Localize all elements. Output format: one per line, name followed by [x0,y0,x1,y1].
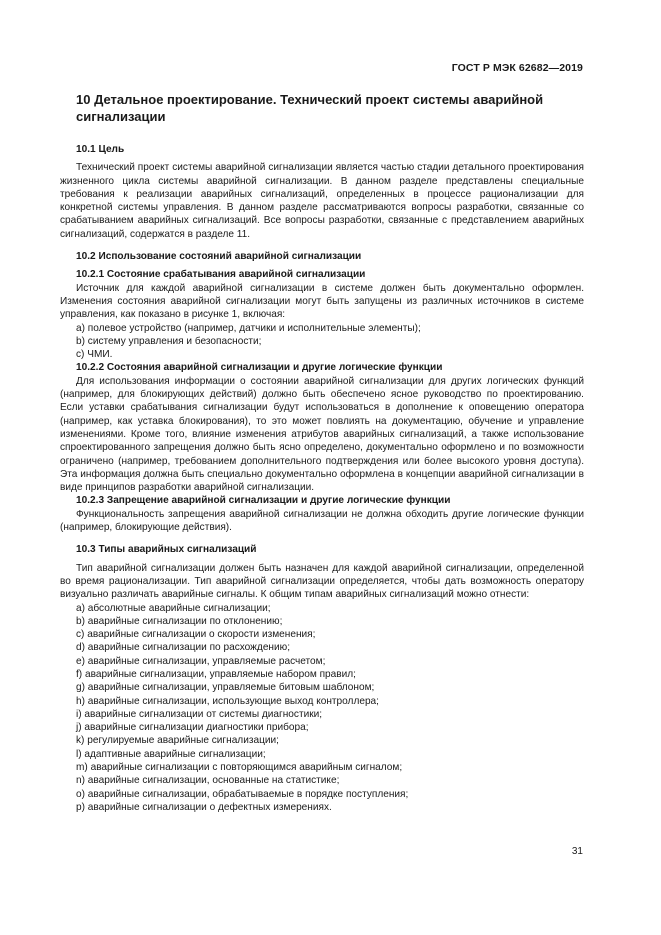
list-item: d) аварийные сигнализации по расхождению; [76,642,291,654]
list-10-2-1 [60,322,584,362]
section-title: 10 Детальное проектирование. Технический проект системы аварийной сигнализации [76,92,544,124]
heading-10-2-2: 10.2.2 Состояния аварийной сигнализации и другие логические функции [76,362,443,374]
page-content [60,91,584,814]
list-item: k) регулируемые аварийные сигнализации; [76,735,279,747]
paragraph-10-2-3: Функциональность запрещения аварийной сигнализации не должна обходить другие логические функции (например, блокирующие действия). [60,508,584,534]
list-item: c) аварийные сигнализации о скорости изменения; [76,629,316,641]
list-item: i) аварийные сигнализации от системы диагностики; [76,708,323,720]
paragraph-10-1: Технический проект системы аварийной сигнализации является частью стадии детального проектирования жизненного цикла системы аварийной сигнализации. В данном разделе представлены специальные требования к реализации аварийных сигнализаций, определенных в процессе рационализации для конкретной системы управления. В данном разделе рассматриваются вопросы разработки, связанные со срабатыванием аварийных сигнализаций. Все вопросы разработки, связанные с представлением аварийных сигнализаций, содержатся в разделе 11. [60,162,584,240]
list-item: b) систему управления и безопасности; [76,335,262,347]
heading-10-2-3: 10.2.3 Запрещение аварийной сигнализации и другие логические функции [76,495,451,507]
list-item: l) адаптивные аварийные сигнализации; [76,748,266,760]
paragraph-10-2-2: Для использования информации о состоянии аварийной сигнализации для других логических функций (например, для блокирующих действий) должно быть обеспечено ясное руководство по проектированию. Если уставки срабатывания сигнализации будут использоваться в дополнение к оповещению оператора (например, как уставка блокирования), то это может повлиять на документацию, обучение и управление изменениями. Кроме того, влияние изменения атрибутов аварийных сигнализаций, а также использование спроектированного запрещения должно быть ясно определено, документально оформлено и по возможности ограничено (например, требованием дополнительного подтверждения или более высокого уровня доступа). Эта информация должна быть специально документально оформлена в концепции аварийной сигнализации в виде принципов разработки аварийной сигнализации. [60,375,584,494]
paragraph-10-3: Тип аварийной сигнализации должен быть назначен для каждой аварийной сигнализации, определенной во время рационализации. Тип аварийной сигнализации определяется, чтобы дать возможность оператору визуально различать аварийные сигналы. К общим типам аварийных сигнализаций можно отнести: [60,562,584,601]
standard-code: ГОСТ Р МЭК 62682—2019 [451,62,583,74]
list-item: a) полевое устройство (например, датчики и исполнительные элементы); [76,322,421,334]
heading-10-1: 10.1 Цель [76,144,125,155]
list-item: a) абсолютные аварийные сигнализации; [76,602,271,614]
paragraph-10-2-1: Источник для каждой аварийной сигнализации в системе должен быть документально оформлен. Изменения состояния аварийной сигнализации могут быть запущены из различных источников в системе управления, как показано в рисунке 1, включая: [60,282,584,321]
list-item: m) аварийные сигнализации с повторяющимся аварийным сигналом; [76,762,403,774]
list-item: j) аварийные сигнализации диагностики прибора; [76,722,309,734]
list-item: c) ЧМИ. [76,349,113,361]
list-10-3 [60,602,584,815]
list-item: p) аварийные сигнализации о дефектных измерениях. [76,801,332,813]
list-item: o) аварийные сигнализации, обрабатываемые в порядке поступления; [76,788,409,800]
list-item: g) аварийные сигнализации, управляемые битовым шаблоном; [76,682,375,694]
heading-10-2-1: 10.2.1 Состояние срабатывания аварийной сигнализации [76,269,366,281]
list-item: f) аварийные сигнализации, управляемые набором правил; [76,668,356,680]
list-item: n) аварийные сигнализации, основанные на статистике; [76,775,340,787]
list-item: h) аварийные сигнализации, использующие выход контроллера; [76,695,379,707]
heading-10-2: 10.2 Использование состояний аварийной сигнализации [76,251,362,263]
heading-10-3: 10.3 Типы аварийных сигнализаций [76,544,257,556]
list-item: b) аварийные сигнализации по отклонению; [76,615,283,627]
page-number: 31 [571,846,583,857]
list-item: e) аварийные сигнализации, управляемые расчетом; [76,655,326,667]
